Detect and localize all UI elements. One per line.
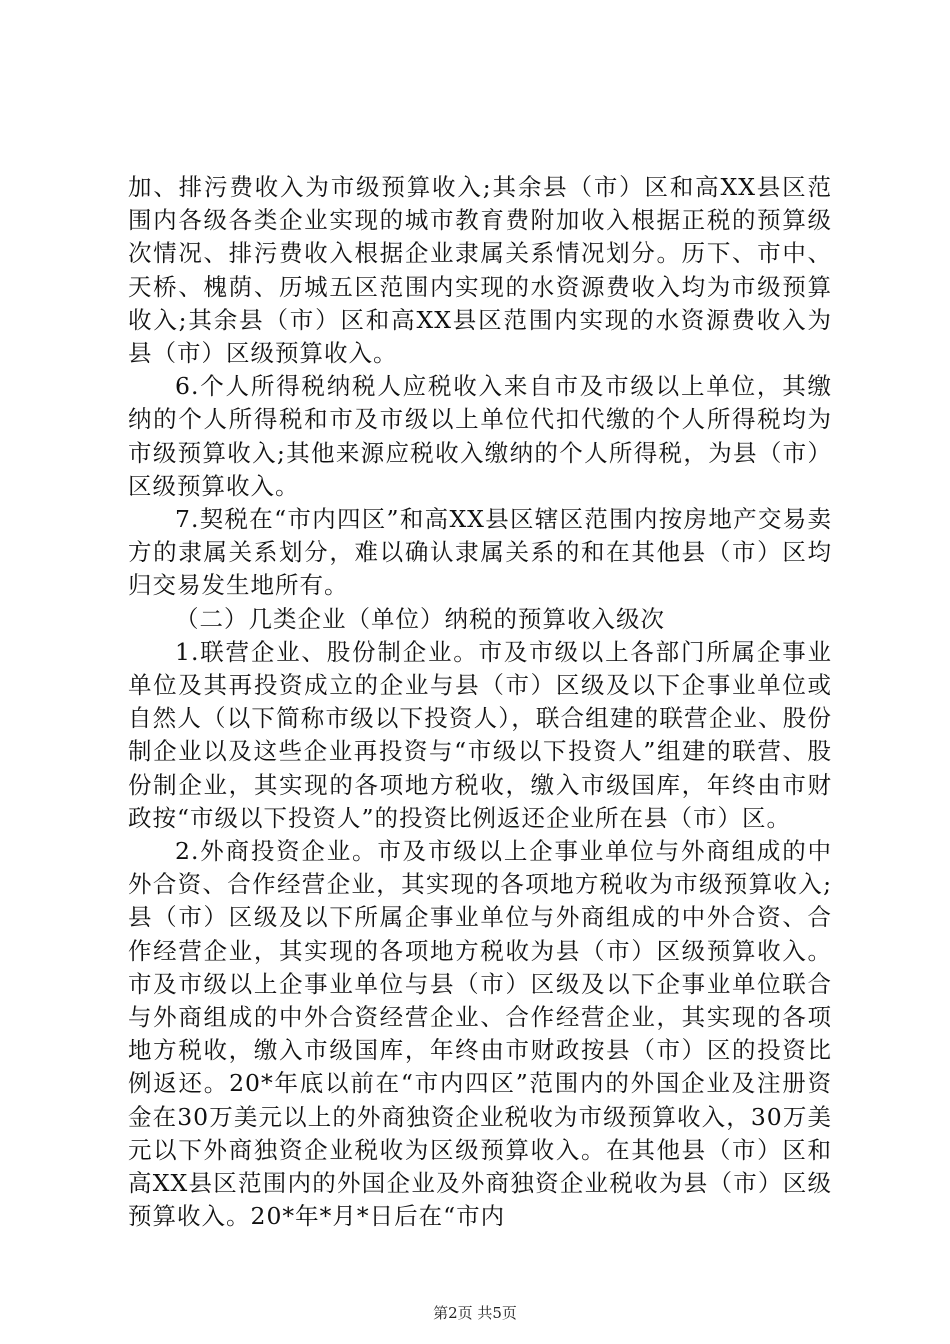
paragraph-item-1: 1.联营企业、股份制企业。市及市级以上各部门所属企事业单位及其再投资成立的企业与县（市）区级及以下企事业单位或自然人（以下简称市级以下投资人），联合组建的联营企业、股份制企业以及这些企业再投资与“市级以下投资人”组建的联营、股份制企业，其实现的各项地方税收，缴入市级国库，年终由市财政按“市级以下投资人”的投资比例返还企业所在县（市）区。	[128, 637, 832, 832]
page-footer: 第2页 共5页	[433, 1304, 517, 1322]
document-body	[128, 171, 832, 1234]
paragraph-item-7: 7.契税在“市内四区”和高XX县区辖区范围内按房地产交易卖方的隶属关系划分，难以确认隶属关系的和在其他县（市）区均归交易发生地所有。	[128, 505, 832, 600]
paragraph-continuation: 加、排污费收入为市级预算收入;其余县（市）区和高XX县区范围内各级各类企业实现的城市教育费附加收入根据正税的预算级次情况、排污费收入根据企业隶属关系情况划分。历下、市中、天桥、槐荫、历城五区范围内实现的水资源费收入均为市级预算收入;其余县（市）区和高XX县区范围内实现的水资源费收入为县（市）区级预算收入。	[128, 173, 832, 368]
paragraph-item-2: 2.外商投资企业。市及市级以上企事业单位与外商组成的中外合资、合作经营企业，其实现的各项地方税收为市级预算收入;县（市）区级及以下所属企事业单位与外商组成的中外合资、合作经营企业，其实现的各项地方税收为县（市）区级预算收入。市及市级以上企事业单位与县（市）区级及以下企事业单位联合与外商组成的中外合资经营企业、合作经营企业，其实现的各项地方税收，缴入市级国库，年终由市财政按县（市）区的投资比例返还。20*年底以前在“市内四区”范围内的外国企业及注册资金在30万美元以上的外商独资企业税收为市级预算收入，30万美元以下外商独资企业税收为区级预算收入。在其他县（市）区和高XX县区范围内的外国企业及外商独资企业税收为县（市）区级预算收入。20*年*月*日后在“市内	[128, 837, 832, 1231]
section-heading: （二）几类企业（单位）纳税的预算收入级次	[175, 604, 665, 633]
paragraph-item-6: 6.个人所得税纳税人应税收入来自市及市级以上单位，其缴纳的个人所得税和市及市级以上单位代扣代缴的个人所得税均为市级预算收入;其他来源应税收入缴纳的个人所得税，为县（市）区级预算收入。	[128, 372, 832, 500]
